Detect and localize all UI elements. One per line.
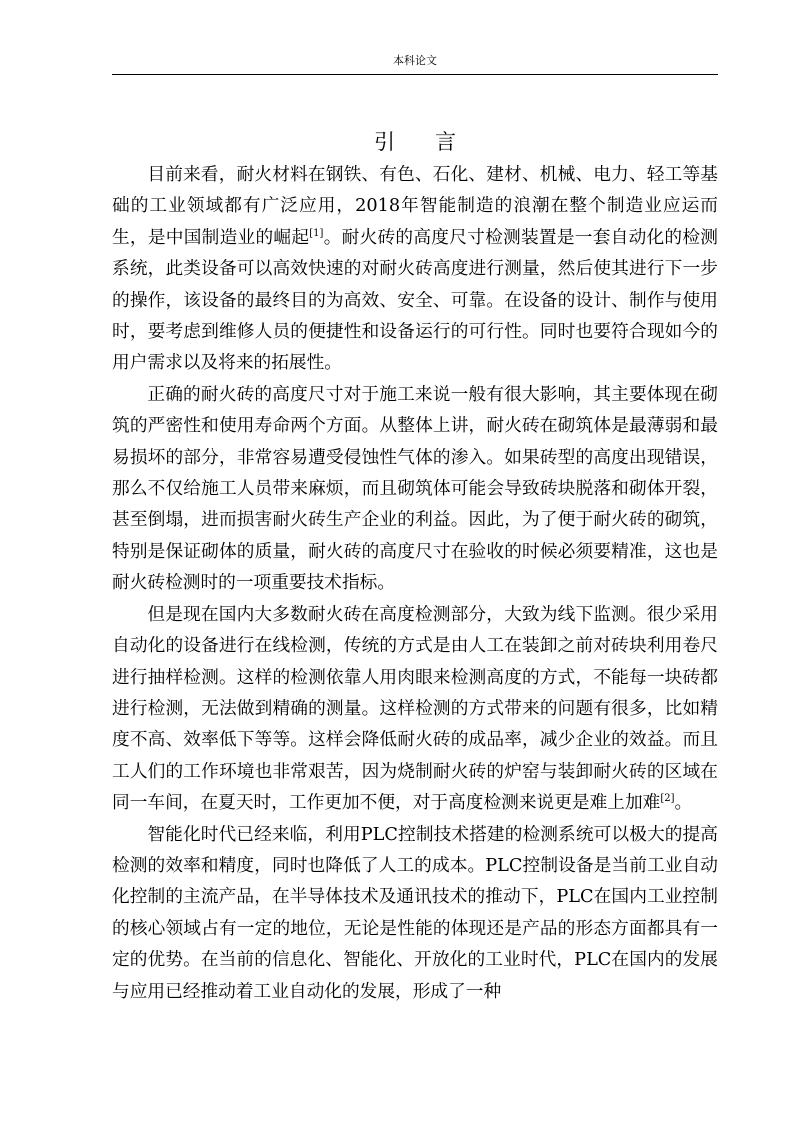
- paragraph-1-text: 目前来看，耐火材料在钢铁、有色、石化、建材、机械、电力、轻工等基础的工业领域都有广泛应用，2018年智能制造的浪潮在整个制造业应运而生，是中国制造业的崛起: [112, 165, 718, 248]
- title-char-1: 引: [374, 130, 395, 154]
- paragraph-1: [112, 160, 718, 380]
- section-title: [112, 127, 718, 157]
- page-header: [112, 54, 718, 75]
- paragraph-4-text: 智能化时代已经来临，利用PLC控制技术搭建的检测系统可以极大的提高检测的效率和精度，同时也降低了人工的成本。PLC控制设备是当前工业自动化控制的主流产品，在半导体技术及通讯技术的推动下，PLC在国内工业控制的核心领域占有一定的地位，无论是性能的体现还是产品的形态方面都具有一定的优势。在当前的信息化、智能化、开放化的工业时代，PLC在国内的发展与应用已经推动着工业自动化的发展，形成了一种: [112, 824, 718, 1002]
- header-label: 本科论文: [393, 54, 437, 67]
- paragraph-3-text-cont: 。: [674, 793, 693, 814]
- body-text: [112, 160, 718, 1008]
- citation-ref-2: [2]: [660, 793, 675, 805]
- paragraph-3: [112, 600, 718, 820]
- paragraph-3-text: 但是现在国内大多数耐火砖在高度检测部分，大致为线下监测。很少采用自动化的设备进行在线检测，传统的方式是由人工在装卸之前对砖块利用卷尺进行抽样检测。这样的检测依靠人用肉眼来检测高度的方式，不能每一块砖都进行检测，无法做到精确的测量。这样检测的方式带来的问题有很多，比如精度不高、效率低下等等。这样会降低耐火砖的成品率，减少企业的效益。而且工人们的工作环境也非常艰苦，因为烧制耐火砖的炉窑与装卸耐火砖的区域在同一车间，在夏天时，工作更加不便，对于高度检测来说更是难上加难: [112, 604, 718, 814]
- paragraph-1-text-cont: 。耐火砖的高度尺寸检测装置是一套自动化的检测系统，此类设备可以高效快速的对耐火砖高度进行测量，然后使其进行下一步的操作，该设备的最终目的为高效、安全、可靠。在设备的设计、制作与使用时，要考虑到维修人员的便捷性和设备运行的可行性。同时也要符合现如今的用户需求以及将来的拓展性。: [112, 227, 718, 374]
- paragraph-2: [112, 380, 718, 600]
- citation-ref-1: [1]: [309, 227, 324, 239]
- paragraph-4: [112, 820, 718, 1008]
- paragraph-2-text: 正确的耐火砖的高度尺寸对于施工来说一般有很大影响，其主要体现在砌筑的严密性和使用寿命两个方面。从整体上讲，耐火砖在砌筑体是最薄弱和最易损坏的部分，非常容易遭受侵蚀性气体的渗入。如果砖型的高度出现错误，那么不仅给施工人员带来麻烦，而且砌筑体可能会导致砖块脱落和砌体开裂，甚至倒塌，进而损害耐火砖生产企业的利益。因此，为了便于耐火砖的砌筑，特别是保证砌体的质量，耐火砖的高度尺寸在验收的时候必须要精准，这也是耐火砖检测时的一项重要技术指标。: [112, 384, 718, 594]
- title-char-2: 言: [435, 130, 456, 154]
